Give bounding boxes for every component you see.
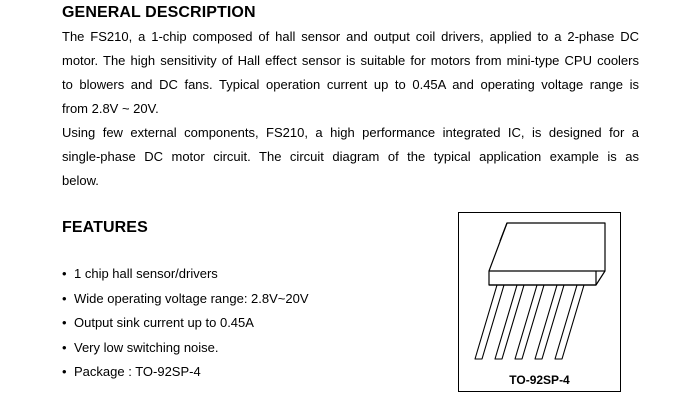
general-description-heading: GENERAL DESCRIPTION — [62, 4, 256, 21]
text-line: from 2.8V ~ 20V. — [62, 101, 159, 116]
text-line: The FS210, a 1-chip composed of hall sensor and output coil drivers, applied to a 2-phase DC — [62, 29, 639, 44]
bullet-icon: • — [62, 266, 67, 281]
bullet-icon: • — [62, 364, 67, 379]
list-item — [62, 360, 309, 385]
package-label: TO-92SP-4 — [509, 373, 570, 387]
package-drawing-icon — [459, 213, 622, 393]
feature-text: Wide operating voltage range: 2.8V~20V — [74, 290, 309, 306]
features-heading: FEATURES — [62, 219, 148, 236]
list-item — [62, 287, 309, 312]
text-line: below. — [62, 173, 99, 188]
list-item — [62, 262, 309, 287]
bullet-icon: • — [62, 339, 67, 355]
text-line: single-phase DC motor circuit. The circuit diagram of the typical application example is as — [62, 149, 639, 164]
list-item — [62, 336, 309, 361]
list-item — [62, 311, 309, 336]
package-figure — [458, 212, 621, 392]
features-list — [62, 262, 309, 385]
bullet-icon: • — [62, 315, 67, 330]
feature-text: Output sink current up to 0.45A — [74, 315, 254, 330]
feature-text: Package : TO-92SP-4 — [74, 364, 201, 379]
feature-text: Very low switching noise. — [74, 339, 219, 355]
feature-text: 1 chip hall sensor/drivers — [74, 266, 218, 281]
text-line: to blowers and DC fans. Typical operation current up to 0.45A and operating voltage range is — [62, 77, 639, 92]
general-description-paragraph-2 — [62, 121, 639, 193]
text-line: motor. The high sensitivity of Hall effect sensor is suitable for motors from mini-type CPU coolers — [62, 53, 639, 68]
text-line: Using few external components, FS210, a high performance integrated IC, is designed for a — [62, 125, 639, 140]
general-description-paragraph-1 — [62, 25, 639, 121]
bullet-icon: • — [62, 290, 67, 306]
